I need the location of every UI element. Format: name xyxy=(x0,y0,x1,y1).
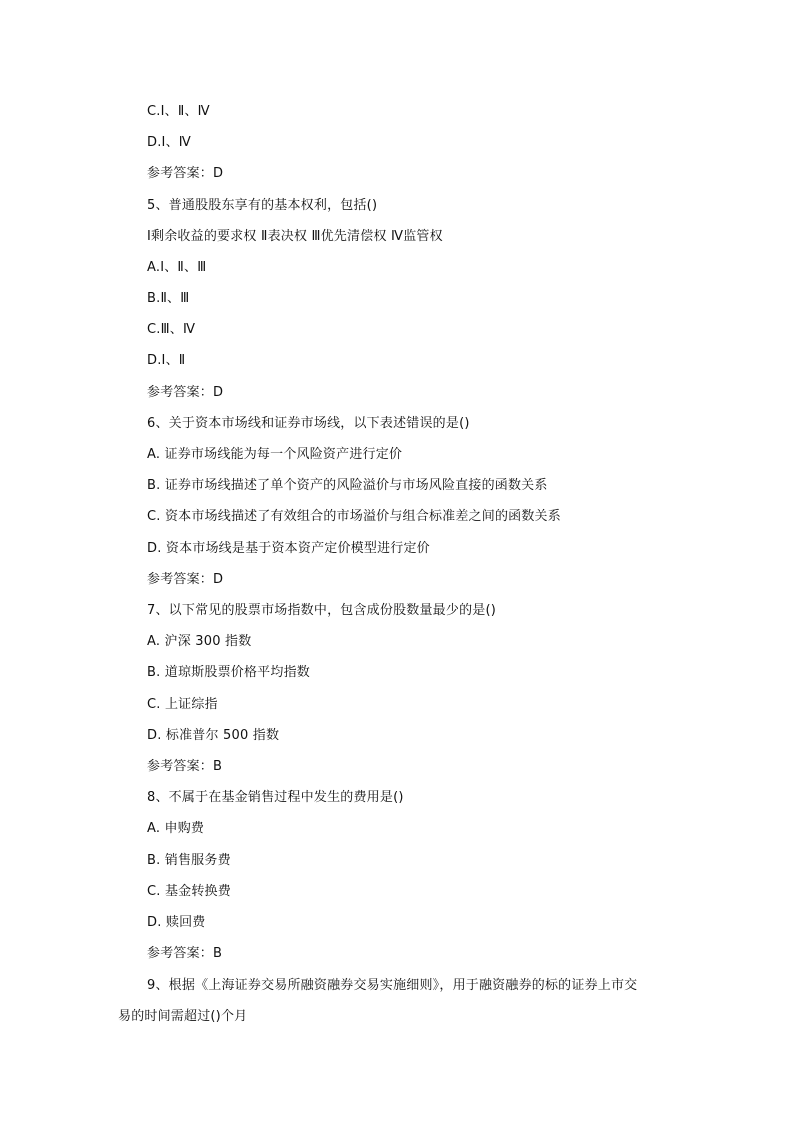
option-line: B.Ⅱ、Ⅲ xyxy=(147,291,190,306)
question-7: 7、以下常见的股票市场指数中，包含成份股数量最少的是() xyxy=(147,603,497,618)
option-line: D.Ⅰ、Ⅱ xyxy=(147,353,186,368)
option-line: D.Ⅰ、Ⅳ xyxy=(147,135,191,150)
option-line: A. 证券市场线能为每一个风险资产进行定价 xyxy=(147,447,403,462)
option-line: C.Ⅰ、Ⅱ、Ⅳ xyxy=(147,104,210,119)
question-9: 9、根据《上海证券交易所融资融券交易实施细则》，用于融资融券的标的证券上市交 xyxy=(147,978,638,993)
option-line: D. 赎回费 xyxy=(147,915,206,930)
question-5: 5、普通股股东享有的基本权利，包括() xyxy=(147,198,378,213)
option-line: C. 基金转换费 xyxy=(147,884,231,899)
option-line: C. 上证综指 xyxy=(147,697,218,712)
answer-line: 参考答案：D xyxy=(147,385,224,400)
question-8: 8、不属于在基金销售过程中发生的费用是() xyxy=(147,790,404,805)
option-line: B. 销售服务费 xyxy=(147,853,231,868)
answer-line: 参考答案：B xyxy=(147,946,223,961)
answer-line: 参考答案：B xyxy=(147,759,223,774)
question-9-continuation: 易的时间需超过()个月 xyxy=(118,1009,248,1024)
option-line: B. 证券市场线描述了单个资产的风险溢价与市场风险直接的函数关系 xyxy=(147,478,548,493)
option-line: D. 资本市场线是基于资本资产定价模型进行定价 xyxy=(147,541,430,556)
option-line: A. 沪深 300 指数 xyxy=(147,634,252,649)
option-line: D. 标准普尔 500 指数 xyxy=(147,728,280,743)
option-line: A. 申购费 xyxy=(147,821,205,836)
question-6: 6、关于资本市场线和证券市场线，以下表述错误的是() xyxy=(147,416,470,431)
question-5-statements: Ⅰ剩余收益的要求权 Ⅱ表决权 Ⅲ优先清偿权 Ⅳ监管权 xyxy=(147,229,443,244)
option-line: C.Ⅲ、Ⅳ xyxy=(147,322,196,337)
answer-line: 参考答案：D xyxy=(147,572,224,587)
option-line: C. 资本市场线描述了有效组合的市场溢价与组合标准差之间的函数关系 xyxy=(147,509,561,524)
answer-line: 参考答案：D xyxy=(147,166,224,181)
option-line: A.Ⅰ、Ⅱ、Ⅲ xyxy=(147,260,207,275)
option-line: B. 道琼斯股票价格平均指数 xyxy=(147,665,310,680)
